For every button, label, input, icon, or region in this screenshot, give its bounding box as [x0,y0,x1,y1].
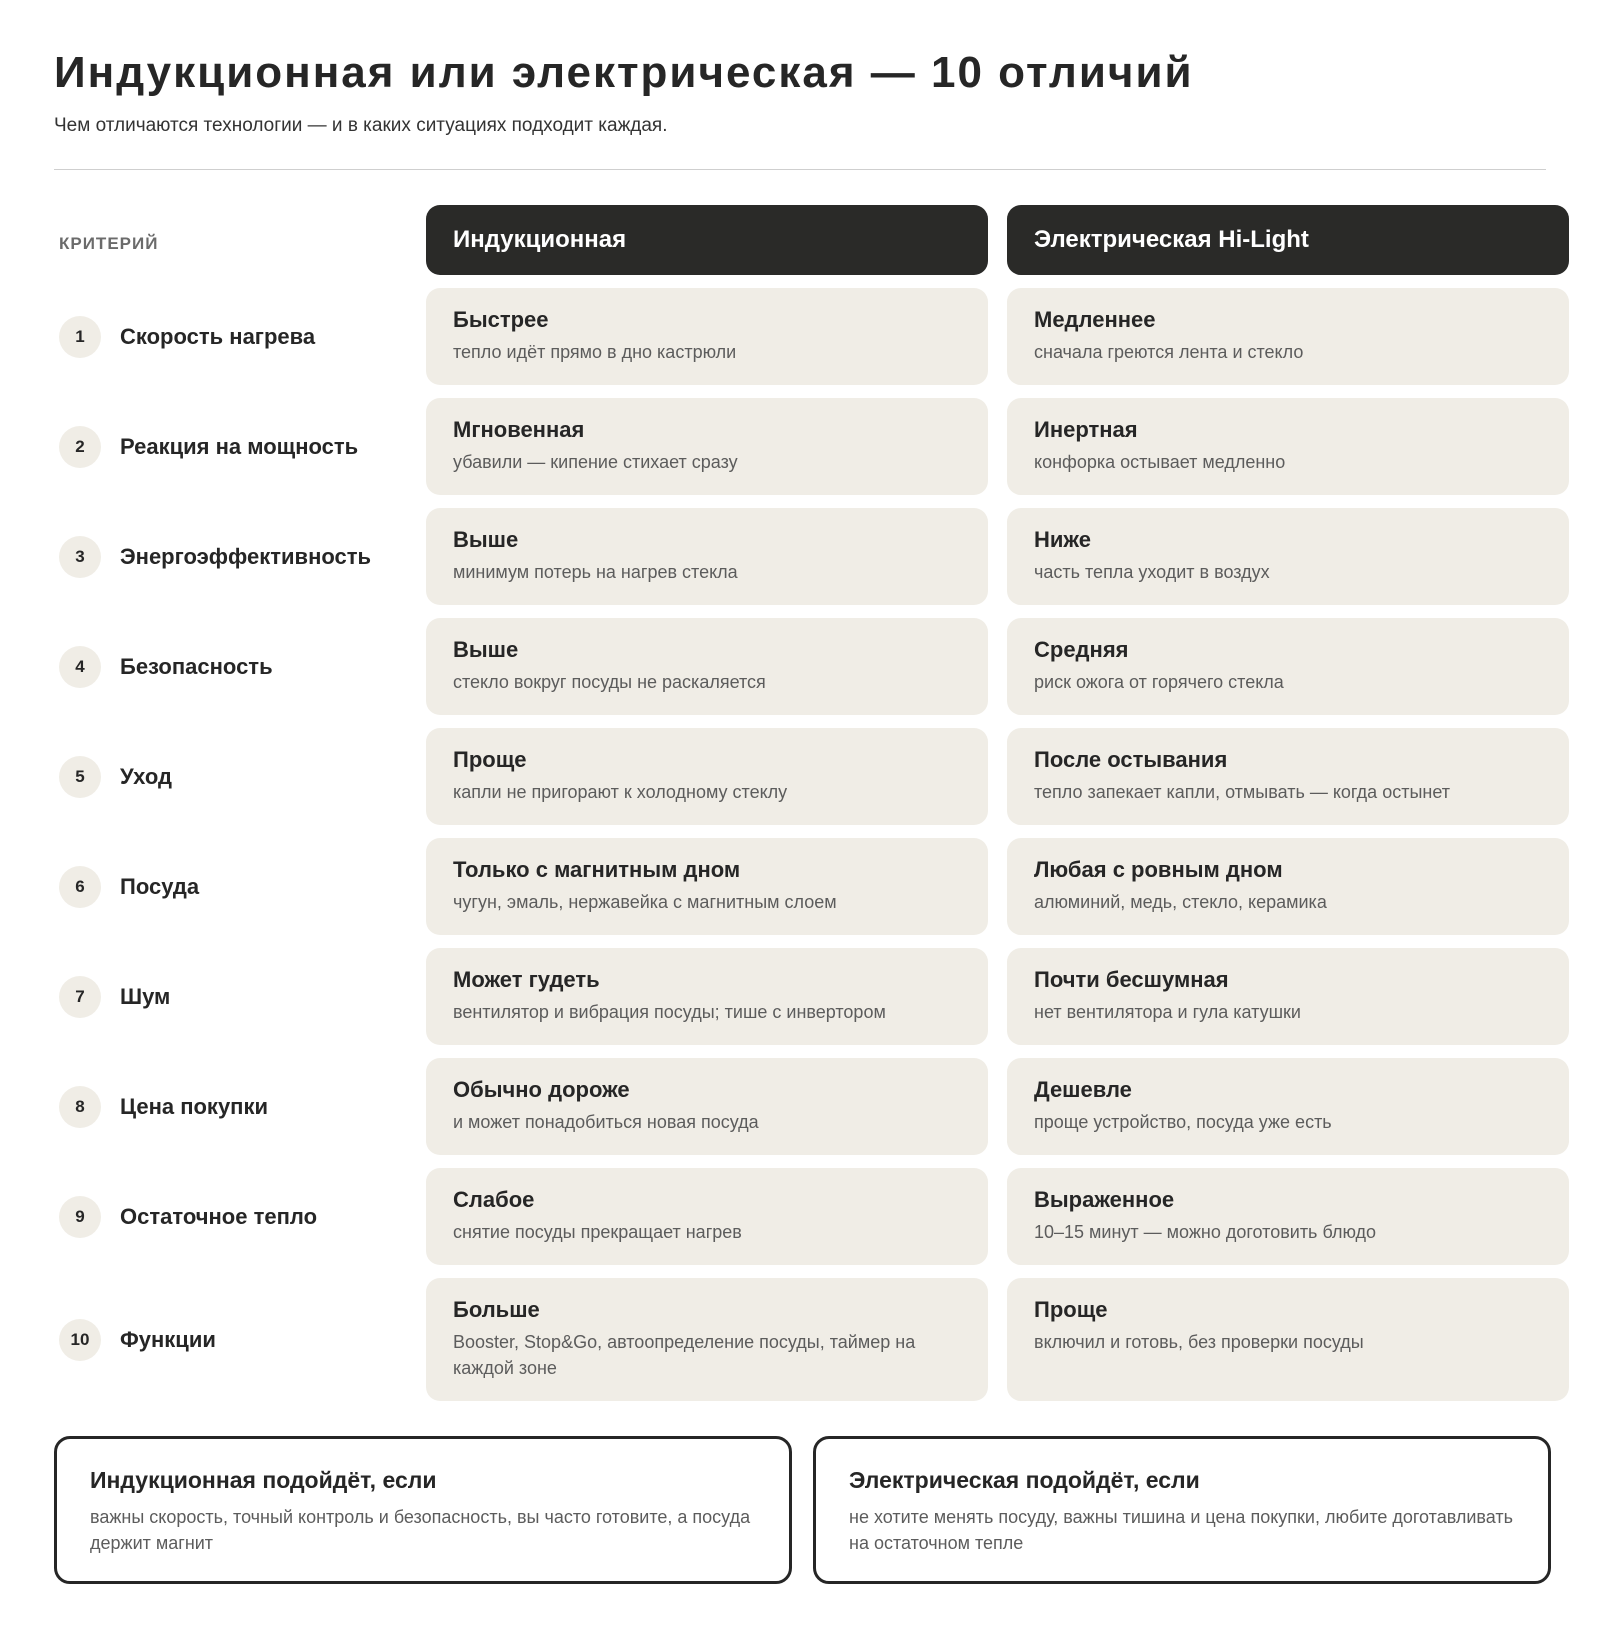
cell-description: сначала греются лента и стекло [1034,342,1304,362]
cell-title: Быстрее [453,307,549,332]
cell-title: Больше [453,1297,540,1322]
cell-description: конфорка остывает медленно [1034,452,1286,472]
cell-description: снятие посуды прекращает нагрев [453,1222,742,1242]
cell-description: включил и готовь, без проверки посуды [1034,1332,1364,1352]
cell-description: тепло идёт прямо в дно кастрюли [453,342,737,362]
criterion-label: Энергоэффективность [120,543,372,569]
summary-card-electric [813,1436,1551,1584]
criterion-cell [54,1168,407,1265]
criterion-cell [54,728,407,825]
column-header-induction: Индукционная [426,205,988,275]
cell-title: Только с магнитным дном [453,857,741,882]
summary-text: не хотите менять посуду, важны тишина и цена покупки, любите доготавливать на остаточном тепле [849,1507,1514,1553]
electric-cell [1007,398,1569,495]
criterion-cell [54,1278,407,1401]
cell-description: риск ожога от горячего стекла [1034,672,1284,692]
cell-title: Почти бесшумная [1034,967,1229,992]
row-spacer [54,715,1569,728]
cell-title: Обычно дороже [453,1077,630,1102]
divider [54,169,1546,170]
electric-cell [1007,838,1569,935]
induction-cell [426,948,988,1045]
row-number-badge: 6 [59,866,101,908]
criterion-cell [54,948,407,1045]
cell-title: После остывания [1034,747,1228,772]
cell-title: Любая с ровным дном [1034,857,1283,882]
summary-card-induction [54,1436,792,1584]
criterion-cell [54,838,407,935]
induction-cell [426,1168,988,1265]
page-subtitle: Чем отличаются технологии — и в каких ситуациях подходит каждая. [54,115,668,136]
cell-title: Выше [453,527,519,552]
row-number-badge: 3 [59,536,101,578]
criterion-cell [54,398,407,495]
cell-title: Проще [1034,1297,1108,1322]
criterion-label: Остаточное тепло [120,1203,318,1229]
criterion-label: Скорость нагрева [120,323,316,349]
summary-section [54,1436,1546,1584]
cell-description: вентилятор и вибрация посуды; тише с инвертором [453,1002,886,1022]
induction-cell [426,288,988,385]
cell-description: Booster, Stop&Go, автоопределение посуды, таймер на каждой зоне [453,1332,916,1378]
row-number-badge: 8 [59,1086,101,1128]
cell-title: Мгновенная [453,417,585,442]
electric-cell [1007,728,1569,825]
induction-cell [426,618,988,715]
cell-title: Средняя [1034,637,1129,662]
row-spacer [54,1045,1569,1058]
comparison-table [54,205,1546,1401]
row-number-badge: 5 [59,756,101,798]
criterion-label: Уход [120,763,172,789]
summary-title: Индукционная подойдёт, если [90,1467,437,1493]
cell-description: тепло запекает капли, отмывать — когда остынет [1034,782,1450,802]
criterion-label: Реакция на мощность [120,433,359,459]
summary-text: важны скорость, точный контроль и безопасность, вы часто готовите, а посуда держит магнит [90,1507,751,1553]
criterion-label: Функции [120,1326,216,1352]
cell-title: Может гудеть [453,967,600,992]
electric-cell [1007,1278,1569,1401]
criterion-cell [54,288,407,385]
cell-description: часть тепла уходит в воздух [1034,562,1270,582]
criterion-label: Безопасность [120,653,273,679]
row-spacer [54,1155,1569,1168]
row-spacer [54,1265,1569,1278]
cell-description: нет вентилятора и гула катушки [1034,1002,1301,1022]
criterion-label: Посуда [120,873,200,899]
row-number-badge: 2 [59,426,101,468]
row-spacer [54,935,1569,948]
electric-cell [1007,1058,1569,1155]
criterion-cell [54,1058,407,1155]
cell-description: минимум потерь на нагрев стекла [453,562,738,582]
cell-title: Слабое [453,1187,535,1212]
cell-description: проще устройство, посуда уже есть [1034,1112,1332,1132]
row-number-badge: 9 [59,1196,101,1238]
induction-cell [426,508,988,605]
criterion-label: Цена покупки [120,1093,269,1119]
row-spacer [54,275,1569,288]
cell-description: капли не пригорают к холодному стеклу [453,782,788,802]
row-number-badge: 7 [59,976,101,1018]
cell-description: чугун, эмаль, нержавейка с магнитным слоем [453,892,837,912]
induction-cell [426,398,988,495]
criterion-label: Шум [120,983,171,1009]
cell-title: Ниже [1034,527,1091,552]
cell-description: и может понадобиться новая посуда [453,1112,759,1132]
row-spacer [54,495,1569,508]
cell-title: Инертная [1034,417,1138,442]
electric-cell [1007,618,1569,715]
cell-title: Дешевле [1034,1077,1132,1102]
criterion-column-header: КРИТЕРИЙ [59,234,159,253]
cell-title: Выше [453,637,519,662]
electric-cell [1007,1168,1569,1265]
cell-description: убавили — кипение стихает сразу [453,452,738,472]
row-number-badge: 10 [59,1319,101,1361]
cell-title: Медленнее [1034,307,1156,332]
induction-cell [426,1278,988,1401]
row-spacer [54,825,1569,838]
row-spacer [54,605,1569,618]
summary-title: Электрическая подойдёт, если [849,1467,1200,1493]
row-spacer [54,385,1569,398]
row-number-badge: 4 [59,646,101,688]
electric-cell [1007,288,1569,385]
cell-description: стекло вокруг посуды не раскаляется [453,672,766,692]
column-header-electric: Электрическая Hi-Light [1007,205,1569,275]
criterion-cell [54,618,407,715]
row-number-badge: 1 [59,316,101,358]
page-title: Индукционная или электрическая — 10 отличий [54,48,1194,97]
electric-cell [1007,508,1569,605]
cell-title: Выраженное [1034,1187,1175,1212]
cell-title: Проще [453,747,527,772]
induction-cell [426,728,988,825]
cell-description: 10–15 минут — можно доготовить блюдо [1034,1222,1377,1242]
induction-cell [426,838,988,935]
electric-cell [1007,948,1569,1045]
cell-description: алюминий, медь, стекло, керамика [1034,892,1327,912]
criterion-cell [54,508,407,605]
induction-cell [426,1058,988,1155]
